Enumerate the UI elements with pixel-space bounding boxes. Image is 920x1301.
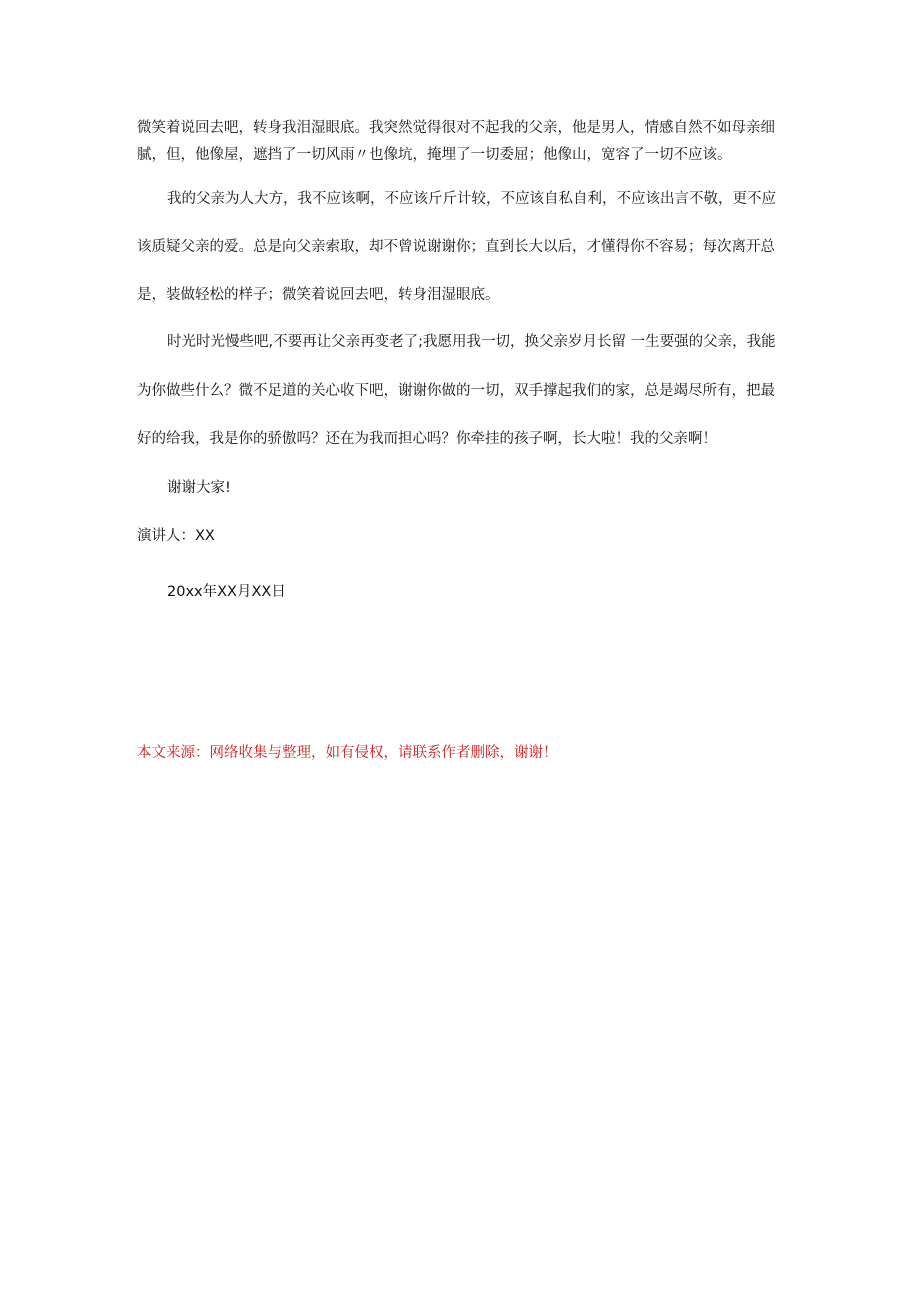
paragraph-2-line-3: 是，装做轻松的样子；微笑着说回去吧，转身泪湿眼底。: [137, 287, 500, 303]
paragraph-2-line-2: 该质疑父亲的爱。总是向父亲索取，却不曾说谢谢你；直到长大以后，才懂得你不容易；每次离开总: [137, 239, 775, 255]
thanks-line: 谢谢大家!: [167, 480, 231, 496]
paragraph-3-line-2: 为你做些什么？微不足道的关心收下吧，谢谢你做的一切，双手撑起我们的家，总是竭尽所有，把最: [137, 383, 775, 399]
date-line: 20xx年XX月XX日: [167, 584, 286, 600]
paragraph-1-line-1: 微笑着说回去吧，转身我泪湿眼底。我突然觉得很对不起我的父亲，他是男人，情感自然不如母亲细: [137, 120, 775, 136]
source-note: 本文来源：网络收集与整理，如有侵权，请联系作者删除，谢谢！: [137, 745, 558, 761]
paragraph-3-line-1: 时光时光慢些吧,不要再让父亲再变老了;我愿用我一切，换父亲岁月长留 一生要强的父亲，我能: [167, 334, 776, 350]
paragraph-2-line-1: 我的父亲为人大方，我不应该啊，不应该斤斤计较，不应该自私自利，不应该出言不敬，更不应: [167, 191, 776, 207]
speaker-line: 演讲人：XX: [137, 528, 215, 544]
paragraph-3-line-3: 好的给我，我是你的骄傲吗？还在为我而担心吗？你牵挂的孩子啊，长大啦！我的父亲啊！: [137, 431, 717, 447]
paragraph-1-line-2: 腻，但，他像屋，遮挡了一切风雨〃也像坑，掩埋了一切委屈；他像山，宽容了一切不应该。: [137, 147, 732, 163]
